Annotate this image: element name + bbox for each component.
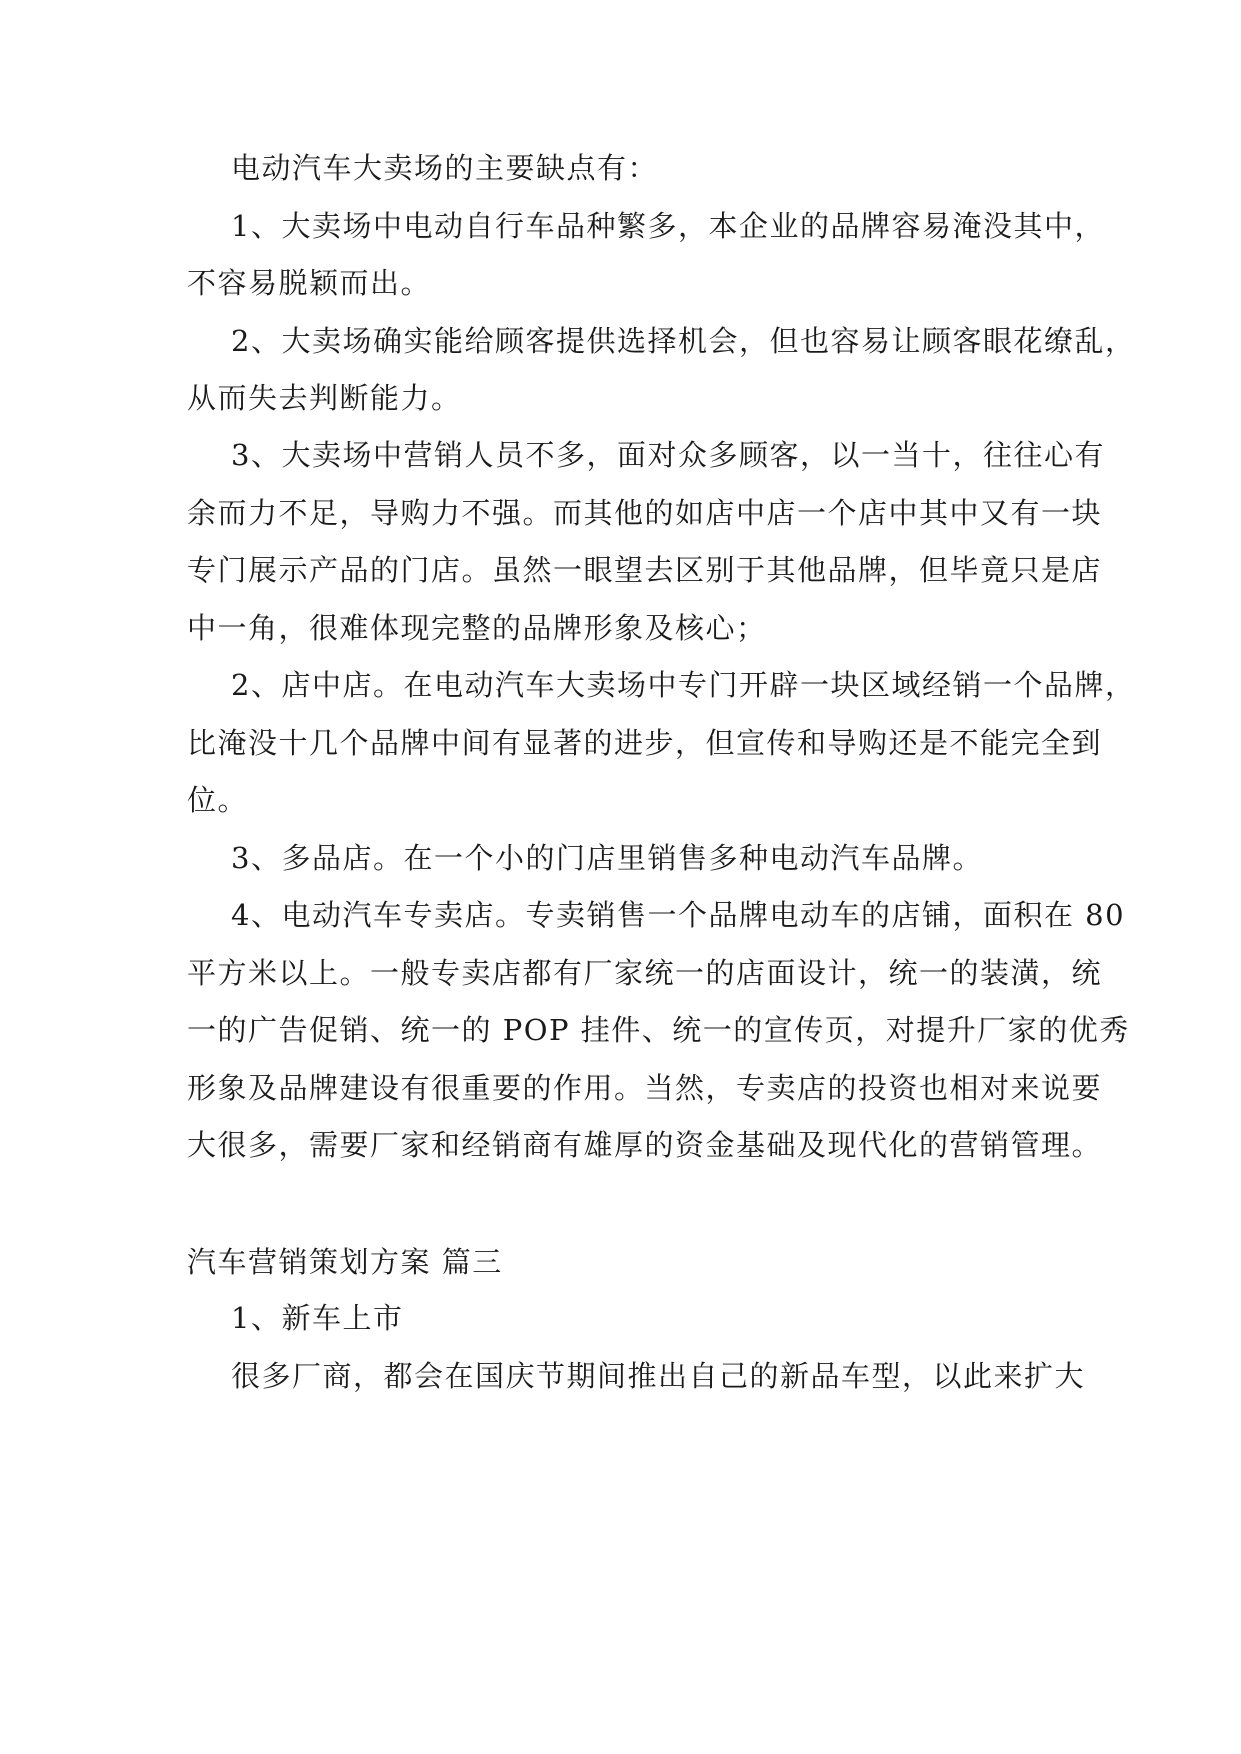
paragraph-6-line-3: 一的广告促销、统一的 POP 挂件、统一的宣传页，对提升厂家的优秀 [187,1013,1130,1047]
paragraph-5-line-1: 3、多品店。在一个小的门店里销售多种电动汽车品牌。 [231,841,983,875]
paragraph-6-line-4: 形象及品牌建设有很重要的作用。当然，专卖店的投资也相对来说要 [187,1071,1103,1105]
paragraph-2-line-2: 从而失去判断能力。 [187,381,462,415]
paragraph-4-line-2: 比淹没十几个品牌中间有显著的进步，但宣传和导购还是不能完全到 [187,726,1103,760]
paragraph-6-line-5: 大很多，需要厂家和经销商有雄厚的资金基础及现代化的营销管理。 [187,1128,1103,1162]
paragraph-7-line-1: 很多厂商，都会在国庆节期间推出自己的新品车型，以此来扩大 [231,1359,1086,1393]
paragraph-3-line-2: 余而力不足，导购力不强。而其他的如店中店一个店中其中又有一块 [187,496,1103,530]
paragraph-intro-line: 电动汽车大卖场的主要缺点有： [231,151,659,185]
paragraph-1-line-1: 1、大卖场中电动自行车品种繁多，本企业的品牌容易淹没其中， [231,209,1105,243]
section-heading: 汽车营销策划方案 篇三 [187,1245,503,1279]
paragraph-3-line-4: 中一角，很难体现完整的品牌形象及核心； [187,611,767,645]
paragraph-6-line-2: 平方米以上。一般专卖店都有厂家统一的店面设计，统一的装潢，统 [187,956,1103,990]
paragraph-3-line-3: 专门展示产品的门店。虽然一眼望去区别于其他品牌，但毕竟只是店 [187,553,1103,587]
paragraph-3-line-1: 3、大卖场中营销人员不多，面对众多顾客，以一当十，往往心有 [231,438,1105,472]
subheading-1: 1、新车上市 [231,1301,404,1335]
paragraph-1-line-2: 不容易脱颖而出。 [187,266,432,300]
paragraph-6-line-1: 4、电动汽车专卖店。专卖销售一个品牌电动车的店铺，面积在 80 [231,898,1126,932]
paragraph-4-line-1: 2、店中店。在电动汽车大卖场中专门开辟一块区域经销一个品牌， [231,668,1136,702]
paragraph-4-line-3: 位。 [187,783,249,817]
paragraph-2-line-1: 2、大卖场确实能给顾客提供选择机会，但也容易让顾客眼花缭乱， [231,324,1136,358]
